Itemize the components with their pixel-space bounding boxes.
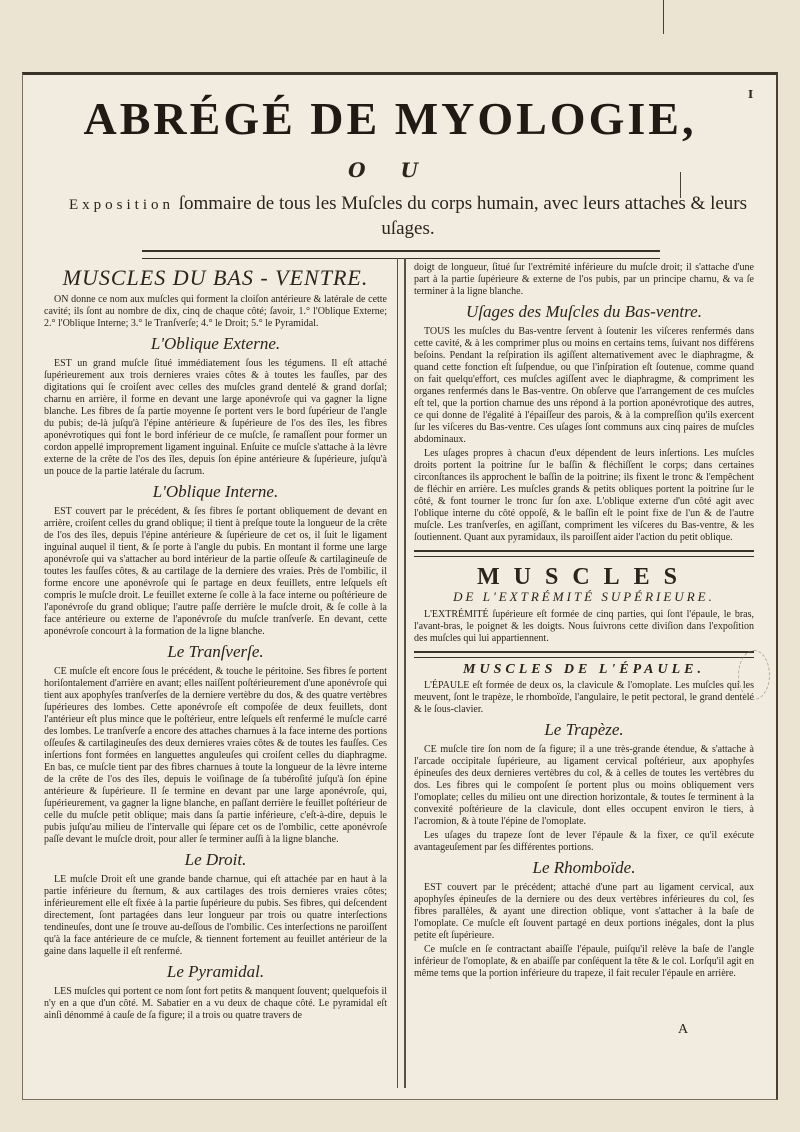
paragraph-rhomboide-1: EST couvert par le précédent; attaché d'une part au ligament cervical, aux apophyſes épineuſes de la derniere ou des deux vertèbres inférieures du col, ſes fibres parallèles, & ayant une direction oblique, vont s'attacher à la baſe de l'omoplate. Ce muſcle eſt ſouvent partagé en deux portions inégales, dont la plus petite eſt ſupérieure. bbox=[414, 882, 754, 941]
paragraph-trapeze-1: CE muſcle tire ſon nom de ſa figure; il a une très-grande étendue, & s'attache à l'arcade occipitale ſupérieure, au ligament cervical poſtérieur, aux apophyſes épineuſes des deux dernieres vertèbres du col, & à celles de toutes les vertèbres du dos. Les fibres qui le compoſent ſe portent plus ou moins obliquement vers l'omoplate; celles du milieu ont une direction horizontale, & toutes ſe terminent à la convexité poſtérieure de la clavicule, dont elles occupent environ le tiers, à l'acromion, & à toute l'épine de l'omoplate. bbox=[414, 744, 754, 827]
paragraph-rhomboide-2: Ce muſcle en ſe contractant abaiſſe l'épaule, puiſqu'il relève la baſe de l'angle inférieur de l'omoplate, & en abaiſſe par conſéquent la tête & le col. Lorſqu'il agit en même tems que la portion inférieure du trapeze, il fait reculer l'épaule en arrière. bbox=[414, 944, 754, 979]
paragraph-epaule: L'ÉPAULE eſt formée de deux os, la clavicule & l'omoplate. Les muſcles qui les meuvent, ſont le trapèze, le rhomboïde, l'angulaire, le petit pectoral, le grand dentelé & le ſous-clavier. bbox=[414, 680, 754, 715]
intro-paragraph: ON donne ce nom aux muſcles qui forment la cloiſon antérieure & latérale de cette cavité; ils ſont au nombre de dix, cinq de chaque côté; ſavoir, 1.° l'Oblique Externe; 2.° l'Oblique Interne; 3.° le Tranſverſe; 4.° le Droit; 5.° le Pyramidal. bbox=[44, 294, 387, 329]
heading-oblique-interne: L'Oblique Interne. bbox=[152, 482, 279, 501]
left-column bbox=[44, 262, 387, 1078]
page-number: I bbox=[748, 88, 754, 101]
paragraph-oblique-externe: EST un grand muſcle ſitué immédiatement ſous les tégumens. Il eſt attaché ſupérieurement aux trois dernieres vraies côtes & à toutes les fauſſes, par des digitations qui ſe croiſent avec celles des muſcles grand dentelé & grand dorſal; charnu en arrière, il forme en devant une large aponévroſe qui va gagner la ligne blanche. Les fibres de ſa partie moyenne ſe portent vers le bord ſupérieur de l'angle du pubis; de-là juſqu'à l'épine antérieure & ſupérieure de l'os des îles, les fibres aponévrotiques qui font le bord inférieur de ce muſcle, ſe ramaſſent pour former un cordon appellé improprement ligament inguinal. Enſuite ce muſcle s'attache à la lèvre externe de la crête de l'os des îles, depuis ſon épine antérieure & ſupérieure, juſqu'à un pouce de la partie latérale du ſacrum. bbox=[44, 358, 387, 477]
subtitle bbox=[48, 192, 768, 241]
column-divider bbox=[397, 258, 406, 1088]
heading-oblique-externe: L'Oblique Externe. bbox=[150, 334, 281, 353]
paragraph-extremite: L'EXTRÉMITÉ ſupérieure eſt formée de cinq parties, qui ſont l'épaule, le bras, l'avant-bras, le poignet & les doigts. Nous ſuivrons cette diviſion dans l'expoſition des muſcles qui lui appartiennent. bbox=[414, 609, 754, 644]
page-title: ABRÉGÉ DE MYOLOGIE, bbox=[83, 93, 697, 144]
library-stamp bbox=[738, 650, 770, 700]
title-ou: O U bbox=[348, 158, 432, 182]
section-rule bbox=[414, 550, 754, 557]
paragraph-trapeze-2: Les uſages du trapeze ſont de lever l'épaule & la fixer, ce qu'il exécute avantageuſement par ſes différentes portions. bbox=[414, 830, 754, 853]
section-rule-2 bbox=[414, 651, 754, 658]
subtitle-rest: ſommaire de tous les Muſcles du corps humain, avec leurs attaches & leurs uſages. bbox=[174, 193, 748, 239]
paragraph-droit: LE muſcle Droit eſt une grande bande charnue, qui eſt attachée par en haut à la partie inférieure du ſternum, & aux cartilages des trois dernieres vraies côtes; inférieurement elle eſt fixée à la partie ſupérieure du pubis. Ses fibres, qui deſcendent directement, ſont partagées dans leur longueur par trois ou quatre interſections tendineuſes, dont une ſe trouve au-deſſous de l'ombilic. Ces interſections ne paroiſſent qu'à la face antérieure de ce muſcle, & tiennent fortement au feuillet antérieur de la gaine dans laquelle il eſt renfermé. bbox=[44, 874, 387, 957]
heading-epaule: MUSCLES DE L'ÉPAULE. bbox=[463, 662, 705, 677]
heading-trapeze: Le Trapèze. bbox=[544, 720, 624, 739]
subtitle-lead: Exposition bbox=[68, 197, 174, 213]
section-heading-bas-ventre: MUSCLES DU BAS - VENTRE. bbox=[62, 265, 369, 290]
paragraph-transverse: CE muſcle eſt encore ſous le précédent, & touche le péritoine. Ses fibres ſe portent horiſontalement d'arrière en avant; elles naiſſent poſtérieurement d'une aponévroſe qui tient aux apophyſes tranſverſes de la derniere vertèbre du dos, & des quatre vertèbres ſupérieures des lombes. Cette aponévroſe eſt compoſée de deux feuillets, dont l'antérieur eſt plus mince que le poſtérieur, entre leſquels eſt renfermé le muſcle carré des lombes. Le tranſverſe a encore des attaches charnues à la face interne des portions oſſeuſes & cartilagineuſes des deux dernieres vraies côtes & de toutes les fauſſes. Ces inſertions font formées en languettes angulеuſes qui croiſent celles du diaphragme. En bas, ce muſcle tient par des fibres charnues à toute la longueur de la lèvre interne de la crête de l'os des îles, depuis le voiſinage de ſa tubéroſité juſqu'à ſon épine antérieure & ſupérieure. Il ſe termine en devant par une large aponévroſe, qui, ſupérieurement, va gagner la ligne blanche, en paſſant derrière le feuillet poſtérieur de celle du muſcle petit oblique; mais dans ſa partie inférieure, c'eſt-à-dire, depuis le pubis juſqu'au milieu de l'intervalle qui ſépare cet os de l'ombilic, cette aponévroſe paſſe devant le muſcle droit, pour aller ſe terminer auſſi à la ligne blanche. bbox=[44, 666, 387, 845]
signature-mark: A bbox=[678, 1022, 689, 1037]
heading-usages: Uſages des Muſcles du Bas-ventre. bbox=[466, 302, 702, 321]
heading-muscles: MUSCLES bbox=[476, 564, 692, 590]
heading-droit: Le Droit. bbox=[184, 850, 247, 869]
heading-rhomboide: Le Rhomboïde. bbox=[532, 858, 636, 877]
heading-transverse: Le Tranſverſe. bbox=[167, 642, 264, 661]
right-column bbox=[414, 262, 754, 1078]
top-tick bbox=[663, 0, 664, 34]
paragraph-usages-1: TOUS les muſcles du Bas-ventre ſervent à ſoutenir les viſceres renfermés dans cette cavité, & à les comprimer plus ou moins en certains tems, ſuivant nos différens beſoins. Pendant la reſpiration ils agiſſent alternativement avec le diaphragme, & quand cette fonction eſt ſuſpendue, ou que l'inſpiration eſt ſoutenue, comme quand on fait quelqu'effort, ces muſcles agiſſent avec le diaphragme, & compriment les organes renfermés dans le Bas-ventre. On obſerve que l'arrangement de ces muſcles eſt tel, que la portion charnue des uns répond à la portion aponévrotique des autres, ce qui donne de l'égalité à l'épaiſſeur des parois, & à la compreſſion qu'ils exercent ſur les viſceres du Bas-ventre. Ces uſages ſont communs aux cinq paires de muſcles abdominaux. bbox=[414, 326, 754, 445]
heading-extremite-superieure: DE L'EXTRÉMITÉ SUPÉRIEURE. bbox=[453, 589, 715, 604]
paragraph-oblique-interne: EST couvert par le précédent, & ſes fibres ſe portant obliquement de devant en arrière, croiſent celles du grand oblique; il tient à preſque toute la longueur de la crête de l'os des îles, depuis l'épine antérieure & ſupérieure de cet os, il ſuit le ligament inguinal auquel il tient, & ſe porte à l'angle du pubis. En montant il forme une large aponévroſe qui va s'attacher au bord intérieur de la partie oſſeuſe & cartilagineuſe de toutes les fauſſes côtes, & au cartilage de la derniere des vraies. Près de l'ombilic, il forme encore une aponévroſe qui ſe partage en deux feuillets, entre leſquels eſt compris le muſcle droit. Le feuillet externe ſe colle à la face interne ou poſtérieure de l'aponévroſe du grand oblique; l'autre paſſe derrière le muſcle droit, & ſe colle à la face antérieure ou externe de l'aponévroſe du muſcle tranſverſe. En devant, cette aponévroſe concourt à la formation de la ligne blanche. bbox=[44, 506, 387, 637]
paragraph-pyramidal: LES muſcles qui portent ce nom ſont fort petits & manquent ſouvent; quelquefois il n'y en a que d'un côté. M. Sabatier en a vu deux de chaque côté. Le pyramidal eſt ainſi dénommé à cauſe de ſa figure; il a trois ou quatre travers de bbox=[44, 986, 387, 1021]
paragraph-pyramidal-continued: doigt de longueur, ſitué ſur l'extrémité inférieure du muſcle droit; il s'attache d'une part à la partie ſupérieure & externe de l'os pubis, par un principe charnu, & va ſe terminer à la ligne blanche. bbox=[414, 262, 754, 297]
paragraph-usages-2: Les uſages propres à chacun d'eux dépendent de leurs inſertions. Les muſcles droits portent la poitrine ſur le baſſin & fléchiſſent le corps; dans certaines circonſtances ils approchent le baſſin de la poitrine; ils fixent le tronc & l'empêchent de fléchir en arrière. Les muſcles grands & petits obliques portent la poitrine ſur le côté, & font tourner le tronc ſur ſon axe. L'oblique externe d'un côté agit avec l'oblique interne du côté oppoſé, & le baſſin eſt le point fixe de l'un & de l'autre muſcle. Les tranſverſes, en agiſſant, compriment les viſceres du Bas-ventre, & les ſoutiennent. Quant aux pyramidaux, ils paroiſſent aider l'action du petit oblique. bbox=[414, 448, 754, 543]
heading-pyramidal: Le Pyramidal. bbox=[166, 962, 265, 981]
